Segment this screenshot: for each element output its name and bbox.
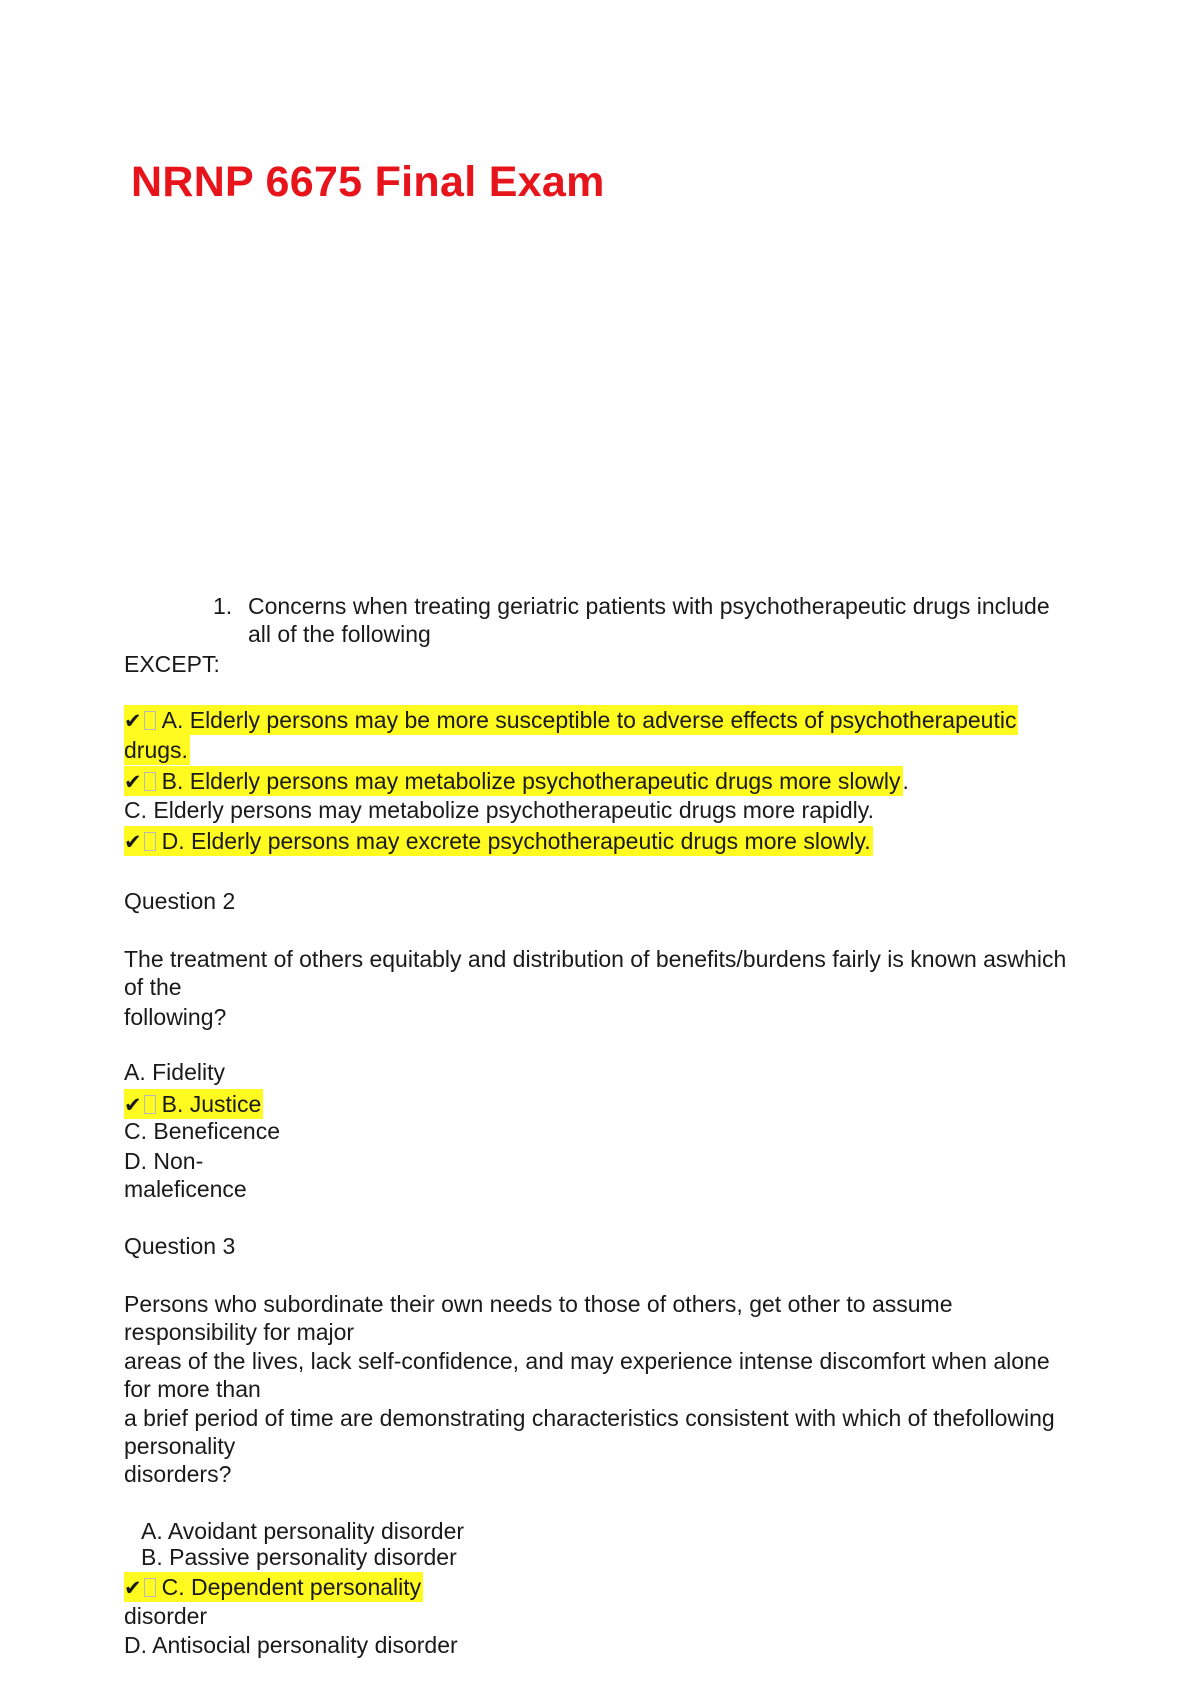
correct-answer-highlight bbox=[124, 1572, 423, 1602]
question-1-stem-line-2: all of the following bbox=[248, 621, 431, 647]
checkmark-icon: ✔ bbox=[124, 1576, 142, 1600]
question-3-stem-line: responsibility for major bbox=[124, 1319, 355, 1345]
question-3-heading: Question 3 bbox=[124, 1233, 236, 1259]
checkmark-icon: ✔ bbox=[124, 1093, 142, 1117]
question-2-stem-line-1: The treatment of others equitably and distribution of benefits/burdens fairly is known aswhich bbox=[124, 946, 1067, 972]
option-text: B. Justice bbox=[161, 1091, 262, 1117]
question-1-option-b bbox=[124, 767, 909, 796]
question-3-option-b: B. Passive personality disorder bbox=[141, 1544, 457, 1570]
checkbox-icon bbox=[144, 832, 156, 851]
option-text-trail: . bbox=[902, 768, 909, 794]
question-1-option-a-cont bbox=[124, 736, 190, 764]
page-title: NRNP 6675 Final Exam bbox=[131, 158, 605, 206]
checkmark-icon: ✔ bbox=[124, 830, 142, 854]
question-3-option-d: D. Antisocial personality disorder bbox=[124, 1632, 458, 1658]
question-1-option-c: C. Elderly persons may metabolize psychotherapeutic drugs more rapidly. bbox=[124, 797, 874, 823]
question-2-option-c: C. Beneficence bbox=[124, 1118, 280, 1144]
question-1-stem-line-3: EXCEPT: bbox=[124, 651, 220, 677]
question-3-option-a: A. Avoidant personality disorder bbox=[141, 1518, 465, 1544]
option-text: B. Elderly persons may metabolize psychotherapeutic drugs more slowly bbox=[161, 768, 901, 794]
question-2-heading: Question 2 bbox=[124, 888, 236, 914]
correct-answer-highlight bbox=[124, 1089, 263, 1119]
question-3-stem-line: a brief period of time are demonstrating characteristics consistent with which of thefollowing bbox=[124, 1405, 1055, 1431]
question-3-stem-line: for more than bbox=[124, 1376, 261, 1402]
question-2-option-a: A. Fidelity bbox=[124, 1059, 225, 1085]
correct-answer-highlight bbox=[124, 766, 903, 796]
option-text: A. Elderly persons may be more susceptible to adverse effects of psychotherapeutic bbox=[161, 707, 1017, 733]
option-text: drugs. bbox=[124, 737, 188, 763]
question-3-stem-line: areas of the lives, lack self-confidence, and may experience intense discomfort when alone bbox=[124, 1348, 1050, 1374]
question-1-stem-line-1: Concerns when treating geriatric patients with psychotherapeutic drugs include bbox=[248, 593, 1050, 619]
option-text: C. Dependent personality bbox=[161, 1574, 422, 1600]
question-1-option-a bbox=[124, 706, 1018, 735]
question-3-stem-line: disorders? bbox=[124, 1461, 232, 1487]
checkbox-icon bbox=[144, 772, 156, 791]
correct-answer-highlight bbox=[124, 705, 1018, 735]
question-2-option-b bbox=[124, 1090, 263, 1119]
question-3-option-c-cont: disorder bbox=[124, 1603, 208, 1629]
correct-answer-highlight bbox=[124, 826, 873, 856]
question-2-stem-line-2: of the bbox=[124, 974, 182, 1000]
question-1-number: 1. bbox=[213, 593, 233, 619]
question-2-stem-line-3: following? bbox=[124, 1004, 227, 1030]
checkmark-icon: ✔ bbox=[124, 709, 142, 733]
question-3-stem-line: Persons who subordinate their own needs to those of others, get other to assume bbox=[124, 1291, 953, 1317]
checkbox-icon bbox=[144, 1095, 156, 1114]
question-3-stem-line: personality bbox=[124, 1433, 236, 1459]
correct-answer-highlight bbox=[124, 735, 190, 765]
question-2-option-d-cont: maleficence bbox=[124, 1176, 247, 1202]
question-2-option-d: D. Non- bbox=[124, 1148, 204, 1174]
checkmark-icon: ✔ bbox=[124, 770, 142, 794]
option-text: D. Elderly persons may excrete psychotherapeutic drugs more slowly. bbox=[161, 828, 871, 854]
question-1-option-d bbox=[124, 827, 873, 856]
checkbox-icon bbox=[144, 711, 156, 730]
question-3-option-c bbox=[124, 1573, 423, 1602]
checkbox-icon bbox=[144, 1578, 156, 1597]
